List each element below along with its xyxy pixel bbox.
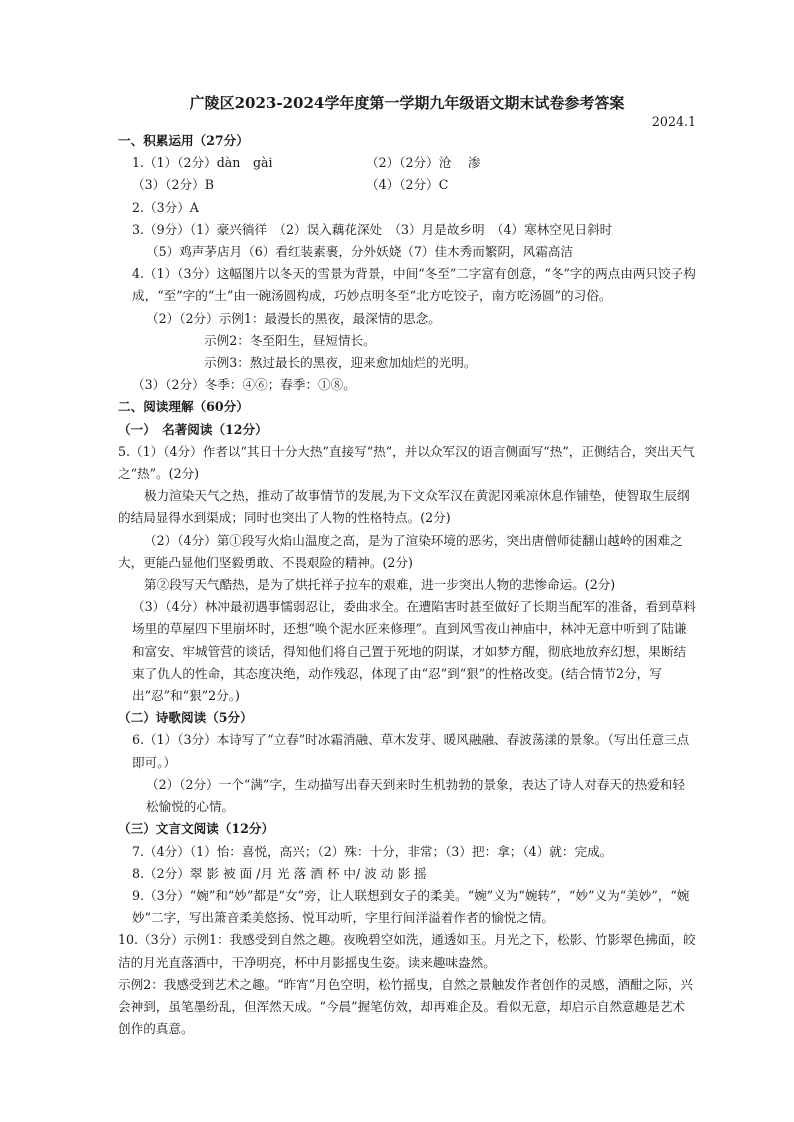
q1-row-1: [118, 152, 696, 174]
section-heading-accumulation: 一、积累运用（27分）: [118, 133, 249, 148]
q5-part2-answer-b: 第②段写天气酷热，是为了烘托祥子拉车的艰难，进一步突出人物的悲惨命运。(2分): [144, 577, 616, 593]
q10-example1: 10.（3分）示例1：我感受到自然之趣。夜晚碧空如洗，通透如玉。月光之下，松影、竹影翠色拂面，皎洁的月光直落酒中，干净明亮，杯中月影摇曳生姿。读来趣味盎然。: [118, 932, 696, 970]
q5-part1-answer-a: 5.（1）（4分）作者以“其日十分大热”直接写“热”，并以众军汉的语言侧面写“热”，正侧结合，突出天气之“热”。(2分): [118, 443, 695, 482]
q5-part3-answer: （3）（4分）林冲最初遇事懦弱忍让，委曲求全。在遭陷害时甚至做好了长期当配军的准备，看到草料场里的草屋四下里崩坏时，还想“唤个泥水匠来修理”。直到风雪夜山神庙中，林冲无意中听到了陆谦和富安、牢城管营的谈话，得知他们将自己置于死地的阴谋，才如梦方醒，彻底地放弃幻想，果断结束了仇人的性命，其态度决绝，动作残忍，体现了由“忍”到“狠”的性格改变。(结合情节2分，写出“忍”和“狠”2分。): [132, 599, 696, 704]
q4-part1-answer: 4.（1）（3分）这幅图片以冬天的雪景为背景，中间“冬至”二字富有创意，“冬”字的两点由两只饺子构成，“至”字的“土”由一碗汤圆构成，巧妙点明冬至“北方吃饺子，南方吃汤圆”的习俗。: [132, 266, 696, 304]
document-title: 广陵区2023-2024学年度第一学期九年级语文期末试卷参考答案: [189, 94, 625, 112]
q3-answer-line2: （5）鸡声茅店月（6）看红装素裹，分外妖娆（7）佳木秀而繁阴，风霜高洁: [146, 244, 574, 260]
document-date: 2024.1: [651, 114, 696, 129]
section-heading-reading: 二、阅读理解（60分）: [118, 399, 249, 415]
q4-part2-example3: 示例3：熬过最长的黑夜，迎来愈加灿烂的光明。: [204, 355, 477, 371]
q8-answer: 8.（2分）翠 影 被 面 /月 光 落 酒 杯 中/ 波 动 影 摇: [132, 865, 427, 881]
q6-part2-answer: （2）（2分）一个“满”字，生动描写出春天到来时生机勃勃的景象，表达了诗人对春天的热爱和轻松愉悦的心情。: [146, 776, 685, 815]
q4-part2-example2: 示例2：冬至阳生，昼短情长。: [204, 332, 376, 348]
q1-part4-answer: （4）（2分）C: [366, 177, 449, 193]
q5-part1-answer-b: 极力渲染天气之热，推动了故事情节的发展,为下文众军汉在黄泥冈乘凉休息作铺垫，使智取生辰纲的结局显得水到渠成；同时也突出了人物的性格特点。(2分): [118, 488, 690, 526]
q3-answer-line1: 3.（9分）（1）豪兴徜徉 （2）误入藕花深处 （3）月是故乡明 （4）寒林空见日斜时: [132, 221, 613, 237]
q5-part2-answer-a: （2）（4分）第①段写火焰山温度之高，是为了渲染环境的恶劣，突出唐僧师徒翻山越岭的困难之大，更能凸显他们坚毅勇敢、不畏艰险的精神。(2分): [118, 532, 683, 570]
subsection-heading-classics: （一） 名著阅读（12分）: [118, 421, 268, 437]
q10-example2: 示例2：我感受到艺术之趣。“昨宵”月色空明，松竹摇曳，自然之景触发作者创作的灵感，酒酣之际，兴会神到，虽笔墨纷乱，但浑然天成。“今晨”握笔仿效，却再难企及。看似无意，却启示自然意趣是艺术创作的真意。: [118, 976, 694, 1037]
q1-part3-answer: （3）（2分）B: [132, 177, 214, 193]
subsection-heading-poetry: （二）诗歌阅读（5分）: [118, 710, 253, 726]
q6-part1-answer: 6.（1）（3分）本诗写了“立春”时冰霜消融、草木发芽、暖风融融、春波荡漾的景象。（写出任意三点即可。）: [132, 732, 690, 770]
q1-part1-answer: 1.（1）（2分）dàn gài: [132, 155, 273, 171]
q7-answer: 7.（4分）（1）怡：喜悦，高兴；（2）殊：十分，非常；（3）把：拿；（4）就：完成。: [132, 843, 613, 859]
q9-answer: 9.（3分）“婉”和“妙”都是“女”旁，让人联想到女子的柔美。“婉”义为“婉转”，“妙”义为“美妙”，“婉妙”二字，写出箫音柔美悠扬、悦耳动听，字里行间洋溢着作者的愉悦之情。: [132, 887, 690, 926]
q2-answer: 2.（3分）A: [132, 199, 199, 215]
q1-part2-answer: （2）（2分）沧 渗: [366, 155, 481, 171]
q4-part2-example1: （2）（2分）示例1：最漫长的黑夜，最深情的思念。: [146, 310, 441, 326]
q1-row-2: [118, 174, 696, 196]
subsection-heading-classical-chinese: （三）文言文阅读（12分）: [118, 821, 275, 837]
q4-part3-answer: （3）（2分）冬季：④⑥；春季：①⑧。: [132, 377, 356, 393]
